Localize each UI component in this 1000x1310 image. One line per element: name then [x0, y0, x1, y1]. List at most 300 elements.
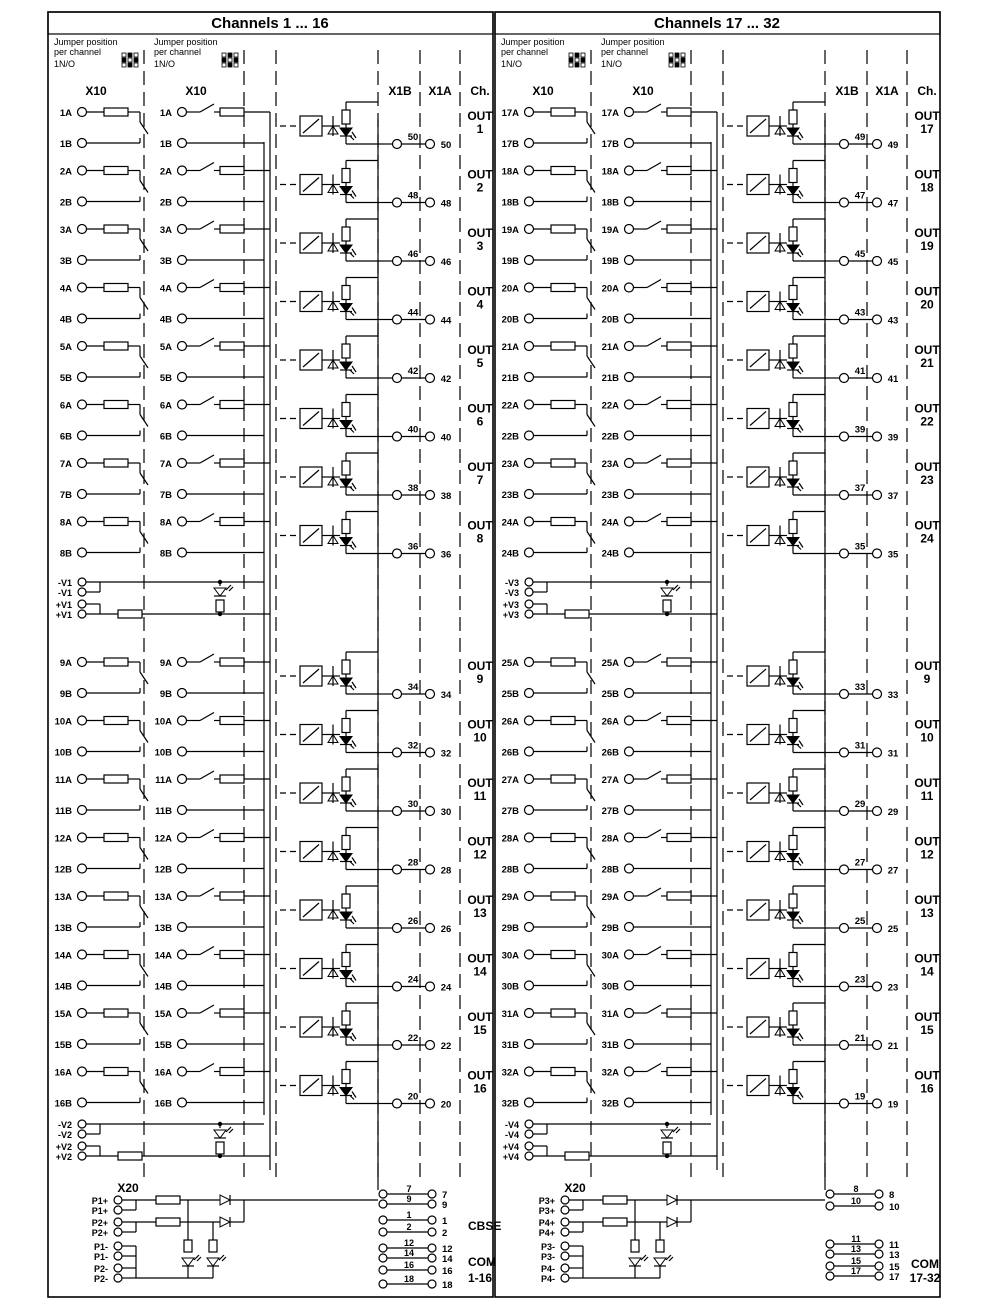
led-symbol [787, 421, 799, 429]
terminal-label: 27B [601, 806, 619, 817]
terminal-label: 6A [59, 400, 72, 412]
resistor-symbol [342, 660, 350, 674]
led-symbol [787, 912, 799, 920]
fuse-symbol [551, 951, 575, 959]
terminal [78, 1009, 87, 1018]
terminal-label: 11B [55, 806, 72, 817]
terminal-label: 5A [59, 342, 72, 353]
terminal-label: 5B [59, 373, 72, 384]
jumper-icon [675, 53, 679, 57]
resistor-symbol [789, 344, 797, 358]
channel-5 [502, 336, 941, 385]
terminal-label: 11B [155, 806, 172, 817]
out-label: OUT [914, 834, 940, 849]
terminal-number: 20 [440, 1099, 452, 1111]
fuse-symbol [667, 775, 691, 783]
jumper-text: Jumper position [601, 37, 665, 47]
junction-dot [218, 1122, 222, 1126]
terminal-label: 24B [501, 548, 519, 560]
terminal-label: 32A [501, 1067, 519, 1079]
led-symbol [340, 304, 352, 312]
jumper-icon [222, 63, 226, 67]
x20-pin-label: P3+ [538, 1196, 555, 1206]
terminal-number: 46 [440, 257, 452, 268]
fuse-symbol [156, 1196, 180, 1204]
terminal [840, 198, 849, 207]
terminal-label: 2A [59, 166, 72, 178]
fuse-symbol [104, 518, 128, 526]
terminal-label: 15A [54, 1009, 72, 1020]
led-symbol [661, 1130, 673, 1138]
panel-2 [495, 12, 941, 1297]
terminal-label: 28A [501, 833, 519, 845]
terminal-number: 47 [887, 198, 899, 210]
channel-number: 14 [473, 964, 487, 979]
terminal [826, 1262, 834, 1270]
terminal-label: 4A [159, 283, 172, 295]
fuse-symbol [551, 459, 575, 467]
terminal [525, 806, 534, 815]
channel-10 [55, 711, 494, 760]
terminal [393, 374, 402, 383]
junction-dot [665, 580, 669, 584]
fuse-symbol [104, 1009, 128, 1017]
out-label: OUT [914, 659, 940, 673]
terminal-label: 2B [159, 197, 172, 209]
terminal [426, 374, 435, 383]
terminal [840, 432, 849, 441]
led-symbol [787, 304, 799, 312]
terminal-label: 6B [59, 431, 72, 443]
terminal [525, 283, 534, 292]
terminal [625, 342, 634, 351]
led-symbol [787, 737, 799, 745]
terminal [178, 225, 187, 234]
terminal [114, 1252, 122, 1260]
channel-number: 8 [476, 531, 484, 546]
terminal-label: 10A [54, 716, 72, 728]
terminal [379, 1266, 387, 1274]
terminal-label: 8B [59, 548, 72, 560]
channel-12 [502, 828, 941, 877]
channel-12 [55, 828, 494, 877]
terminal-number: 14 [442, 1254, 453, 1265]
terminal-label: 26B [601, 747, 619, 759]
terminal-number: 25 [854, 916, 866, 927]
terminal [428, 1228, 436, 1236]
fuse-symbol [551, 108, 575, 116]
terminal [114, 1274, 122, 1282]
terminal [78, 892, 87, 901]
terminal-number: 35 [854, 541, 866, 553]
terminal-label: 25B [601, 689, 619, 700]
terminal-label: 26B [501, 747, 519, 759]
terminal [393, 491, 402, 500]
jumper-icon [134, 53, 138, 57]
fuse-symbol [551, 342, 575, 350]
com-label: COM [911, 1257, 939, 1271]
terminal [525, 1009, 534, 1018]
channel-16 [502, 1062, 941, 1111]
fuse-symbol [104, 401, 128, 409]
terminal-label: 19B [501, 256, 519, 267]
terminal-label: 26A [601, 716, 619, 728]
x20-pin-label: P2+ [91, 1218, 108, 1228]
jumper-icon [581, 53, 585, 57]
terminal-label: 9A [59, 658, 72, 669]
terminal [114, 1206, 122, 1214]
terminal [873, 432, 882, 441]
terminal-label: 9B [159, 689, 172, 700]
terminal [178, 1009, 187, 1018]
terminal [826, 1250, 834, 1258]
terminal [78, 225, 87, 234]
terminal-label: 1B [159, 139, 172, 150]
terminal-label: 21B [601, 373, 619, 384]
terminal-number: 26 [440, 924, 452, 935]
resistor-symbol [663, 600, 671, 612]
terminal [114, 1242, 122, 1250]
led-symbol [340, 421, 352, 429]
terminal [840, 140, 849, 149]
supply-label: +V4 [502, 1142, 519, 1152]
out-label: OUT [467, 343, 493, 357]
terminal-number: 30 [407, 799, 419, 810]
supply-label: -V3 [504, 588, 519, 598]
terminal-number: 9 [442, 1200, 448, 1211]
terminal [625, 806, 634, 815]
fuse-symbol [220, 1068, 244, 1076]
fuse-symbol [551, 401, 575, 409]
jumper-icon [128, 63, 132, 67]
supply-label: -V3 [504, 578, 519, 588]
channel-number: 16 [920, 1081, 934, 1096]
resistor-symbol [789, 110, 797, 124]
terminal [525, 864, 534, 873]
terminal-number: 45 [887, 257, 899, 268]
channel-1 [502, 102, 941, 151]
jumper-icon [222, 58, 226, 62]
supply-label: +V1 [55, 600, 72, 610]
terminal-label: 20B [501, 314, 519, 326]
terminal [525, 548, 534, 557]
terminal [873, 140, 882, 149]
x1a-label: X1A [875, 84, 899, 98]
terminal-label: 16A [54, 1067, 72, 1079]
terminal-number: 43 [854, 307, 866, 319]
terminal [178, 1040, 187, 1049]
terminal-label: 25A [501, 658, 519, 669]
terminal [78, 373, 87, 382]
terminal [625, 1098, 634, 1107]
terminal [178, 431, 187, 440]
terminal-number: 13 [850, 1244, 862, 1254]
terminal [178, 314, 187, 323]
out-label: OUT [914, 284, 940, 299]
out-label: OUT [914, 167, 940, 182]
supply-label: -V1 [57, 588, 72, 598]
terminal-number: 43 [887, 315, 899, 327]
terminal [379, 1216, 387, 1224]
channel-number: 16 [473, 1081, 487, 1096]
terminal-label: 13B [154, 923, 172, 934]
terminal-label: 24A [501, 517, 519, 529]
panel-title: Channels 1 ... 16 [211, 15, 329, 32]
terminal [428, 1244, 436, 1252]
fuse-symbol [603, 1196, 627, 1204]
terminal [840, 315, 849, 324]
terminal [625, 431, 634, 440]
terminal-label: 8B [159, 548, 172, 560]
channel-14 [55, 945, 494, 994]
fuse-symbol [551, 1009, 575, 1017]
terminal [178, 923, 187, 932]
terminal-number: 41 [854, 366, 866, 377]
terminal [525, 431, 534, 440]
terminal-label: 8A [59, 517, 72, 529]
terminal [826, 1240, 834, 1248]
led-symbol [340, 479, 352, 487]
fuse-symbol [104, 167, 128, 175]
x10-label: X10 [185, 84, 207, 98]
terminal [875, 1250, 883, 1258]
terminal [525, 166, 534, 175]
terminal-label: 29A [501, 892, 519, 903]
out-label: OUT [467, 401, 493, 416]
terminal [525, 716, 534, 725]
out-label: OUT [914, 776, 940, 790]
jumper-icon [122, 53, 126, 57]
terminal-label: 12A [154, 833, 172, 845]
terminal [178, 197, 187, 206]
terminal-label: 3B [59, 256, 72, 267]
terminal [178, 256, 187, 265]
led-symbol [214, 1130, 226, 1138]
jumper-text: 1N/O [501, 59, 523, 69]
terminal-label: 24B [601, 548, 619, 560]
terminal-number: 34 [407, 682, 419, 693]
terminal [178, 747, 187, 756]
terminal [625, 689, 634, 698]
terminal [78, 490, 87, 499]
terminal-number: 21 [854, 1033, 866, 1044]
jumper-icon [122, 58, 126, 62]
jumper-icon [228, 58, 232, 62]
x20-pin-label: P4- [540, 1274, 555, 1284]
resistor-symbol [184, 1240, 192, 1252]
terminal [78, 256, 87, 265]
resistor-symbol [789, 169, 797, 183]
terminal [78, 431, 87, 440]
junction-dot [218, 612, 222, 616]
terminal-label: 14A [154, 950, 172, 962]
out-label: OUT [467, 1010, 493, 1024]
terminal [625, 490, 634, 499]
out-label: OUT [914, 717, 940, 732]
out-label: OUT [467, 893, 493, 907]
terminal [393, 807, 402, 816]
terminal [78, 400, 87, 409]
terminal [178, 1098, 187, 1107]
terminal-label: 17A [501, 108, 519, 119]
x20-label: X20 [117, 1181, 139, 1195]
channel-number: 4 [476, 297, 484, 312]
terminal [78, 108, 87, 117]
terminal [561, 1228, 569, 1236]
x20-pin-label: P2- [93, 1274, 108, 1284]
out-label: OUT [467, 109, 493, 123]
fuse-symbol [104, 342, 128, 350]
diode-symbol [667, 1195, 677, 1205]
channel-8 [502, 512, 941, 561]
panel-1 [48, 12, 501, 1297]
jumper-icon [128, 58, 132, 62]
supply-label: -V1 [57, 578, 72, 588]
terminal-label: 27A [601, 775, 619, 786]
led-symbol [787, 1029, 799, 1037]
terminal-label: 3A [159, 225, 172, 236]
fuse-symbol [104, 108, 128, 116]
terminal-label: 30A [501, 950, 519, 962]
terminal [178, 139, 187, 148]
channel-number: 11 [473, 789, 487, 803]
fuse-symbol [118, 610, 142, 618]
terminal [625, 400, 634, 409]
terminal [873, 1099, 882, 1108]
terminal [393, 549, 402, 558]
terminal-label: 19A [601, 225, 619, 236]
terminal-number: 8 [853, 1184, 859, 1194]
terminal-label: 7B [159, 490, 172, 501]
terminal-label: 28B [501, 864, 519, 876]
jumper-icon [569, 53, 573, 57]
terminal [78, 1152, 86, 1160]
terminal [625, 923, 634, 932]
supply-label: +V2 [55, 1142, 72, 1152]
terminal [625, 981, 634, 990]
out-label: OUT [914, 109, 940, 123]
terminal [178, 716, 187, 725]
terminal-label: 20A [601, 283, 619, 295]
terminal-number: 7 [406, 1184, 412, 1194]
fuse-symbol [104, 459, 128, 467]
terminal [625, 658, 634, 667]
fuse-symbol [220, 658, 244, 666]
terminal [78, 314, 87, 323]
jumper-icon [228, 53, 232, 57]
terminal [525, 373, 534, 382]
diode-symbol [220, 1195, 230, 1205]
terminal-number: 41 [887, 374, 899, 385]
terminal [826, 1190, 834, 1198]
resistor-symbol [789, 894, 797, 908]
terminal [840, 257, 849, 266]
terminal-number: 28 [440, 865, 452, 877]
channel-13 [502, 886, 941, 935]
jumper-text: per channel [601, 47, 649, 57]
terminal [625, 1040, 634, 1049]
terminal-number: 28 [407, 857, 419, 869]
terminal-label: 16B [154, 1098, 172, 1110]
terminal [525, 892, 534, 901]
out-label: OUT [914, 343, 940, 357]
terminal-number: 9 [406, 1194, 412, 1204]
junction-dot [218, 580, 222, 584]
terminal-label: 15B [154, 1040, 172, 1051]
terminal [426, 491, 435, 500]
terminal-label: 32A [601, 1067, 619, 1079]
x20-pin-label: P3+ [538, 1206, 555, 1216]
terminal [525, 197, 534, 206]
led-symbol [340, 128, 352, 136]
terminal-number: 21 [887, 1041, 899, 1052]
terminal [873, 748, 882, 757]
terminal [561, 1206, 569, 1214]
out-label: OUT [914, 401, 940, 416]
supply-supply_bottom [503, 1120, 717, 1162]
fuse-symbol [104, 1068, 128, 1076]
out-label: OUT [914, 460, 940, 474]
out-label: OUT [467, 226, 493, 240]
terminal-label: 18B [501, 197, 519, 209]
terminal-label: 16B [54, 1098, 72, 1110]
terminal-number: 24 [440, 982, 452, 994]
channel-number: 20 [920, 297, 934, 312]
jumper-icon [681, 63, 685, 67]
terminal-label: 21B [501, 373, 519, 384]
led-symbol [340, 737, 352, 745]
terminal [428, 1216, 436, 1224]
terminal-label: 17B [601, 139, 619, 150]
terminal-number: 22 [440, 1041, 452, 1052]
terminal [525, 342, 534, 351]
terminal-label: 2A [159, 166, 172, 178]
resistor-symbol [342, 227, 350, 241]
led-symbol [654, 1258, 666, 1266]
terminal-label: 6B [159, 431, 172, 443]
led-symbol [787, 362, 799, 370]
supply-label: -V2 [57, 1130, 72, 1140]
terminal-label: 5B [159, 373, 172, 384]
jumper-icon [669, 53, 673, 57]
terminal [426, 432, 435, 441]
terminal [873, 807, 882, 816]
terminal-label: 27B [501, 806, 519, 817]
jumper-icon [228, 63, 232, 67]
terminal-label: 6A [159, 400, 172, 412]
terminal [840, 374, 849, 383]
channel-number: 12 [473, 847, 487, 862]
terminal-label: 26A [501, 716, 519, 728]
terminal [873, 690, 882, 699]
supply-label: -V2 [57, 1120, 72, 1130]
terminal-label: 3B [159, 256, 172, 267]
terminal-label: 13A [154, 892, 172, 903]
terminal [393, 982, 402, 991]
jumper-icon [134, 58, 138, 62]
junction-dot [665, 1154, 669, 1158]
led-symbol [214, 588, 226, 596]
x20-pin-label: P2- [93, 1264, 108, 1274]
terminal [426, 1041, 435, 1050]
terminal [393, 140, 402, 149]
terminal-number: 1 [442, 1216, 448, 1227]
terminal [78, 833, 87, 842]
channel-number: 10 [920, 730, 934, 745]
terminal [178, 950, 187, 959]
resistor-symbol [342, 461, 350, 475]
x1a-label: X1A [428, 84, 452, 98]
